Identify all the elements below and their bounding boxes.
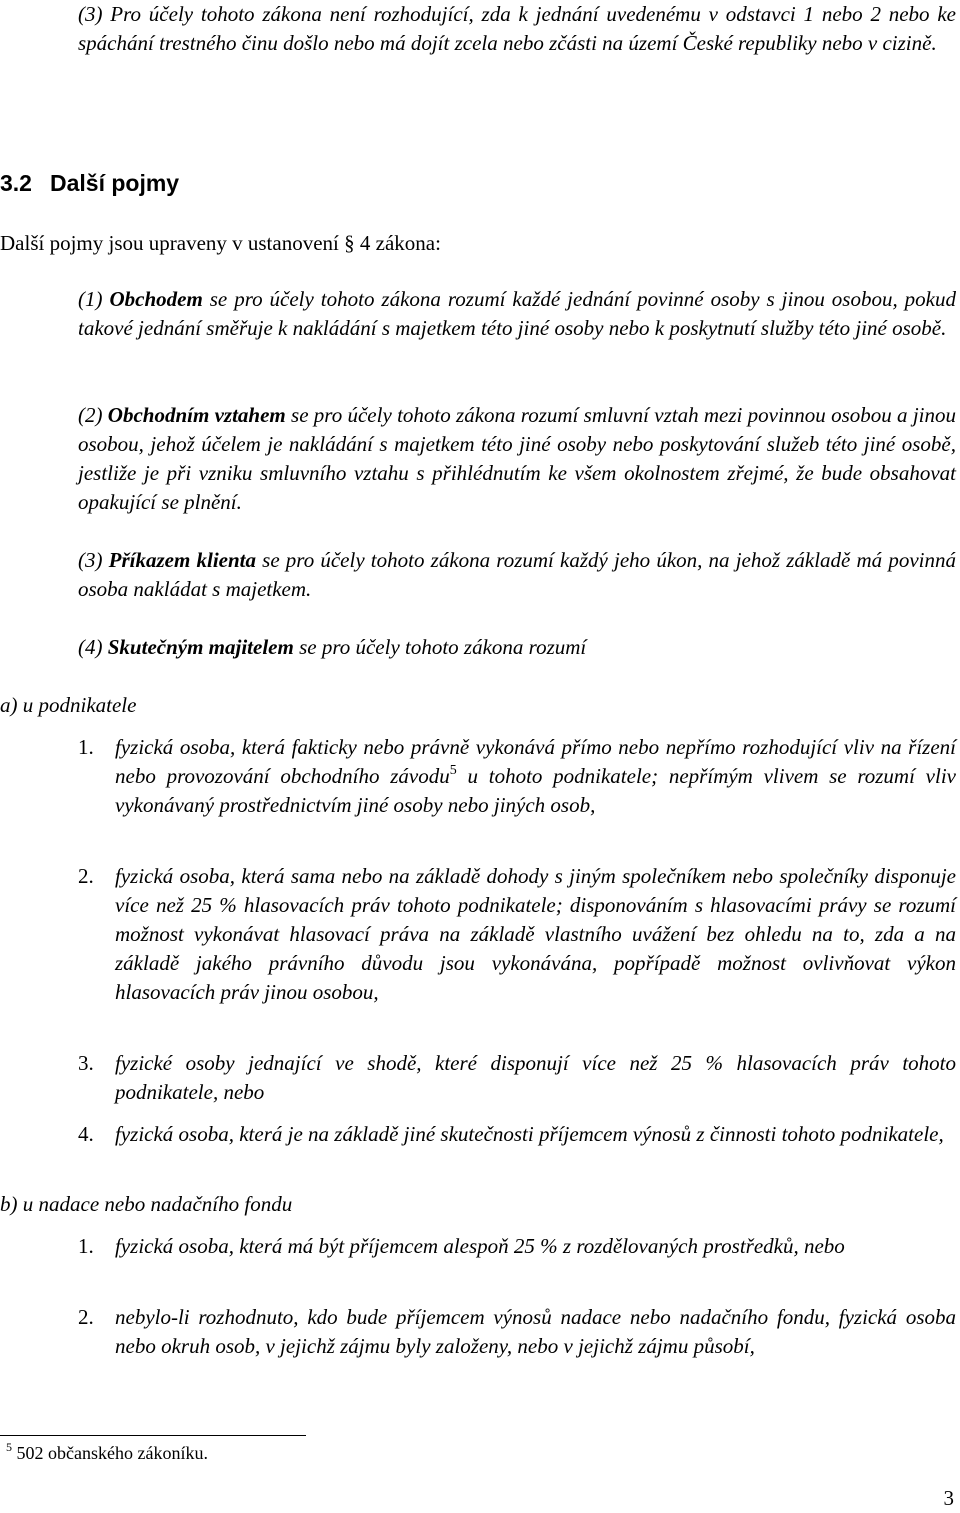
footnote-text: 502 občanského zákoníku. [12,1443,208,1463]
item-number: 4. [78,1122,94,1146]
def1-term: Obchodem [109,287,203,311]
item-number: 3. [78,1051,94,1075]
item-number: 2. [78,1305,94,1329]
def2-text: se pro účely tohoto zákona rozumí smluvní vztah mezi povinnou osobou a jinou osobou, jehož účelem je nakládání s majetkem této jiné osoby nebo poskytování služeb této jiné osobě, jestliže je při vzniku smluvního vztahu s přihlédnutím ke všem okolnostem zřejmé, že bude obsahovat opakující se plnění. [78,403,956,514]
definition-2 [78,401,956,517]
list-item [78,1049,956,1107]
page-number: 3 [943,1486,954,1510]
def1-num: (1) [78,287,110,311]
item-number: 2. [78,864,94,888]
list-item [78,1303,956,1361]
item-text: nebylo-li rozhodnuto, kdo bude příjemcem výnosů nadace nebo nadačního fondu, fyzická osoba nebo okruh osob, v jejichž zájmu byly založeny, nebo v jejichž zájmu působí, [115,1305,956,1358]
item-text: fyzická osoba, která má být příjemcem alespoň 25 % z rozdělovaných prostředků, nebo [115,1234,845,1258]
item-text [115,733,956,820]
subsection-a-heading: a) u podnikatele [0,693,137,717]
definition-1 [78,285,956,343]
item-text-part: fyzická osoba, která fakticky nebo právně vykonává přímo nebo nepřímo rozhodující vliv na řízení nebo provozování obchodního závodu [115,735,956,788]
list-item [78,1232,956,1261]
section-title: Další pojmy [49,170,180,196]
list-item [78,1120,956,1149]
def2-term: Obchodním vztahem [107,403,286,427]
footnote-ref: 5 [449,763,457,778]
footnote-separator [0,1435,306,1436]
def3-text: se pro účely tohoto zákona rozumí každý jeho úkon, na jehož základě má povinná osoba nakládat s majetkem. [78,548,956,601]
item-text: fyzická osoba, která sama nebo na základě dohody s jiným společníkem nebo společníky disponuje více než 25 % hlasovacích práv tohoto podnikatele; disponováním s hlasovacími právy se rozumí možnost vykonávat hlasovací práva na základě vlastního uvážení bez ohledu na to, zda a na základě jakého právního důvodu jsou vykonávána, popřípadě možnost ovlivňovat výkon hlasovacích práv jinou osobou, [115,864,956,1004]
footnote-mark: 5 [6,1440,12,1454]
lead-text: Další pojmy jsou upraveny v ustanovení § 4 zákona: [0,231,441,255]
definition-4 [78,633,956,662]
def3-num: (3) [78,548,109,572]
section-heading [0,169,179,198]
item-text: fyzické osoby jednající ve shodě, které disponují více než 25 % hlasovacích práv tohoto podnikatele, nebo [115,1051,956,1104]
item-text: fyzická osoba, která je na základě jiné skutečnosti příjemcem výnosů z činnosti tohoto podnikatele, [115,1122,944,1146]
footnote [6,1440,208,1466]
subsection-b-heading: b) u nadace nebo nadačního fondu [0,1192,293,1216]
def4-num: (4) [78,635,108,659]
section-number: 3.2 [0,170,32,196]
def4-term: Skutečným majitelem [107,635,294,659]
def1-text: se pro účely tohoto zákona rozumí každé jednání povinné osoby s jinou osobou, pokud takové jednání směřuje k nakládání s majetkem této jiné osoby nebo k poskytnutí služby této jiné osobě. [78,287,956,340]
list-item [78,862,956,1007]
item-number: 1. [78,735,94,759]
intro-paragraph: (3) Pro účely tohoto zákona není rozhodující, zda k jednání uvedenému v odstavci 1 nebo 2 nebo ke spáchání trestného činu došlo nebo má dojít zcela nebo zčásti na území České republiky nebo v cizině. [78,2,956,55]
item-text-part: u tohoto podnikatele; nepřímým vlivem se rozumí vliv vykonávaný prostřednictvím jiné osoby nebo jiných osob, [115,764,956,817]
list-item [78,733,956,820]
def2-num: (2) [78,403,108,427]
definition-3 [78,546,956,604]
def3-term: Příkazem klienta [108,548,256,572]
item-number: 1. [78,1234,94,1258]
def4-text: se pro účely tohoto zákona rozumí [293,635,587,659]
